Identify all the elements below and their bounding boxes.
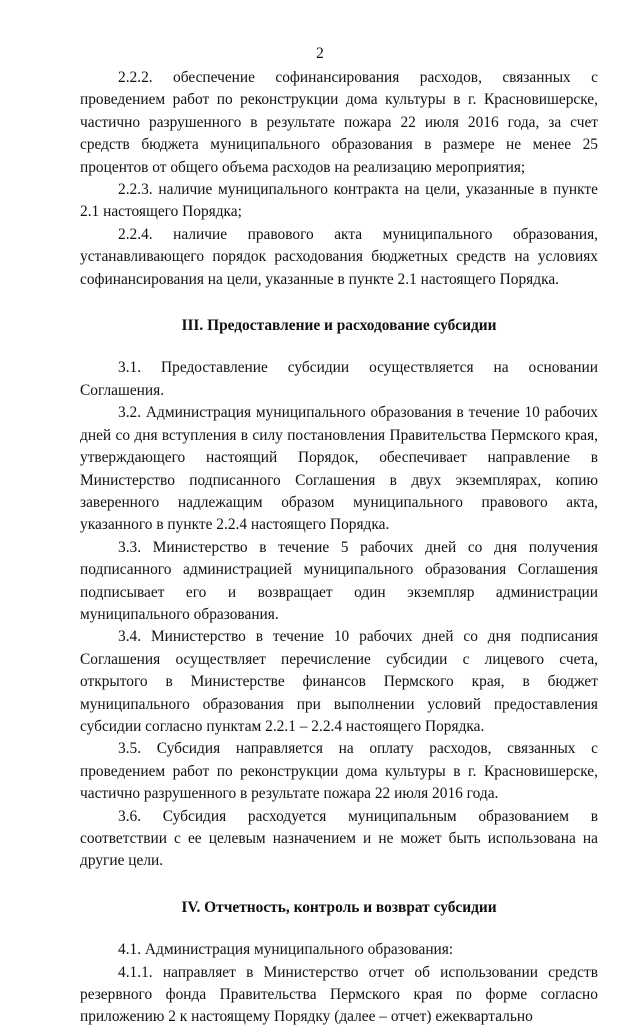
- section-spacer: [80, 337, 598, 357]
- paragraph-3-1: 3.1. Предоставление субсидии осуществляется на основании Соглашения.: [80, 359, 598, 399]
- section-spacer: [80, 919, 598, 939]
- paragraph-3-6: 3.6. Субсидия расходуется муниципальным образованием в соответствии с ее целевым назначением и не может быть использована на другие цели.: [80, 807, 598, 870]
- section-spacer: [80, 873, 598, 897]
- paragraph-3-5: 3.5. Субсидия направляется на оплату расходов, связанных с проведением работ по реконструкции дома культуры в г. Красновишерске, частично разрушенного в результате пожара 22 июля 2016 года.: [80, 740, 598, 803]
- paragraph-3-3: 3.3. Министерство в течение 5 рабочих дней со дня получения подписанного администрацией муниципального образования Соглашения подписывает его и возвращает один экземпляр администрации муниципального образования.: [80, 538, 598, 623]
- section-spacer: [80, 291, 598, 315]
- paragraph-2-2-3: 2.2.3. наличие муниципального контракта на цели, указанные в пункте 2.1 настоящего Порядка;: [80, 181, 598, 221]
- section-4-heading: IV. Отчетность, контроль и возврат субсидии: [181, 898, 497, 916]
- document-body: [80, 67, 598, 1029]
- paragraph-2-2-2: 2.2.2. обеспечение софинансирования расходов, связанных с проведением работ по реконструкции дома культуры в г. Красновишерске, частично разрушенного в результате пожара 22 июля 2016 года, за счет средств бюджета муниципального образования в размере не менее 25 процентов от общего объема расходов на реализацию мероприятия;: [80, 69, 598, 176]
- paragraph-4-1: 4.1. Администрация муниципального образования:: [118, 941, 454, 959]
- section-3-heading: III. Предоставление и расходование субсидии: [181, 317, 497, 335]
- paragraph-3-2: 3.2. Администрация муниципального образования в течение 10 рабочих дней со дня вступления в силу постановления Правительства Пермского края, утверждающего настоящий Порядок, обеспечивает направление в Министерство подписанного Соглашения в двух экземплярах, копию заверенного надлежащим образом муниципального правового акта, указанного в пункте 2.2.4 настоящего Порядка.: [80, 404, 598, 534]
- paragraph-4-1-1: 4.1.1. направляет в Министерство отчет об использовании средств резервного фонда Правительства Пермского края по форме согласно приложению 2 к настоящему Порядку (далее – отчет) ежеквартально: [80, 963, 598, 1026]
- paragraph-3-4: 3.4. Министерство в течение 10 рабочих дней со дня подписания Соглашения осуществляет перечисление субсидии с лицевого счета, открытого в Министерстве финансов Пермского края, в бюджет муниципального образования при выполнении условий предоставления субсидии согласно пунктам 2.2.1 – 2.2.4 настоящего Порядка.: [80, 628, 598, 735]
- paragraph-2-2-4: 2.2.4. наличие правового акта муниципального образования, устанавливающего порядок расходования бюджетных средств на условиях софинансирования на цели, указанные в пункте 2.1 настоящего Порядка.: [80, 225, 598, 288]
- page-number: 2: [316, 45, 324, 62]
